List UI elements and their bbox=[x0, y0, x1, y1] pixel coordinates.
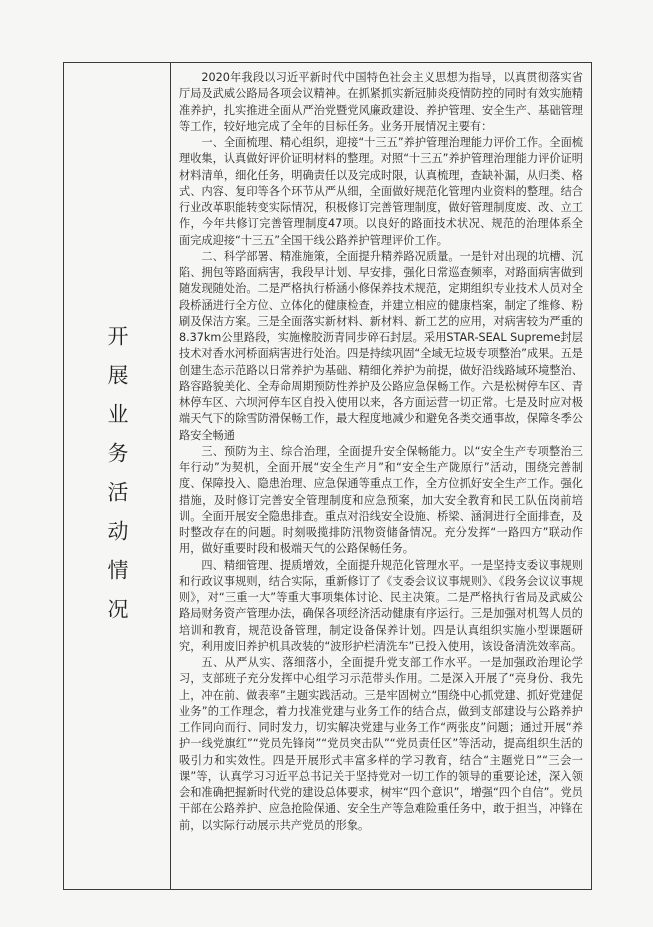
paragraph-item-4: 四、精细管理、提质增效，全面提升规范化管理水平。一是坚持支委议事规则和行政议事规则，结合实际，重新修订了《支委会议议事规则》、《段务会议议事规则》，对“三重一大”等重大事项集体讨论、民主决策。二是严格执行省局及武威公路局财务资产管理办法，确保各项经济活动健康有序运行。三是加强对机驾人员的培训和教育，规范设备管理，制定设备保养计划。四是认真组织实施小型课题研究，利用废旧养护机具改装的“波形护栏清洗车”已投入使用，该设备清洗效率高。 bbox=[179, 558, 583, 653]
paragraph-item-3: 三、预防为主、综合治理，全面提升安全保畅能力。以“安全生产专项整治三年行动”为契机，全面开展“安全生产月”和“安全生产陇原行”活动，围绕完善制度、保障投入、隐患治理、应急保通等重点工作，全方位抓好安全生产工作。强化措施，及时修订完善安全管理制度和应急预案，加大安全教育和民工队伍岗前培训。全面开展安全隐患排查。重点对沿线安全设施、桥梁、涵洞进行全面排查，及时整改存在的问题。时刻吸揽排防汛物资储备情况。充分发挥“一路四方”联动作用，做好重要时段和极端天气的公路保畅任务。 bbox=[179, 444, 583, 556]
paragraph-item-1: 一、全面梳理、精心组织，迎接“十三五”养护管理治理能力评价工作。全面梳理收集，认真做好评价证明材料的整理。对照“十三五”养护管理治理能力评价证明材料清单，细化任务，明确责任以及完成时限，认真梳理，查缺补漏，从归类、格式、内容、复印等各个环节从严从细，全面做好规范化管理内业资料的整理。结合行业改革职能转变实际情况，积极修订完善管理制度，做好管理制度废、改、立工作，今年共修订完善管理制度47项。以良好的路面技术状况、规范的治理体系全面完成迎接“十三五”全国干线公路养护管理评价工作。 bbox=[179, 136, 583, 247]
content-cell bbox=[171, 63, 591, 889]
label-cell bbox=[64, 63, 171, 889]
paragraph-item-5: 五、从严从实、落细落小，全面提升党支部工作水平。一是加强政治理论学习，支部班子充分发挥中心组学习示范带头作用。二是深入开展了“亮身份、我先上，冲在前、做表率”主题实践活动。三是牢固树立“围绕中心抓党建、抓好党建促业务”的工作理念，着力找准党建与业务工作的结合点，做到支部建设与公路养护工作同向而行、同时发力，切实解决党建与业务工作“两张皮”问题；通过开展“养护一线党旗红”“党员先锋岗”“党员突击队”“党员责任区”等活动，提高组织生活的吸引力和实效性。四是开展形式丰富多样的学习教育，结合“主题党日”“三会一课”等，认真学习习近平总书记关于坚持党对一切工作的领导的重要论述，深入领会和准确把握新时代党的建设总体要求，树牢“四个意识”，增强“四个自信”。党员干部在公路养护、应急抢险保通、安全生产等急难险重任务中，敢于担当，冲锋在前，以实际行动展示共产党员的形象。 bbox=[179, 656, 583, 832]
activity-report-table bbox=[63, 62, 592, 890]
paragraph-intro: 2020年我段以习近平新时代中国特色社会主义思想为指导，以真贯彻落实省厅局及武威公路局各项会议精神。在抓紧抓实新冠肺炎疫情防控的同时有效实施精准养护，扎实推进全面从严治党暨党风廉政建设、养护管理、安全生产、基础管理等工作，较好地完成了全年的目标任务。业务开展情况主要有： bbox=[179, 71, 583, 133]
paragraph-item-2: 二、科学部署、精准施策，全面提升精养路况质量。一是针对出现的坑槽、沉陷、拥包等路面病害，我段早计划、早安排，强化日常巡查频率，对路面病害做到随发现随处治。二是严格执行桥涵小修保养技术规范，定期组织专业技术人员对全段桥涵进行全方位、立体化的健康检查，并建立相应的健康档案，制定了维修、粉刷及保洁方案。三是全面落实新材料、新材料、新工艺的应用，对病害较为严重的8.37km公里路段，实施橡胶沥青同步碎石封层。采用STAR-SEAL Supreme封层技术对香水河桥面病害进行处治。四是持续巩固“全域无垃圾专项整治”成果。五是创建生态示范路以日常养护为基础、精细化养护为前提，做好沿线路域环境整治、路容路貌美化、全寿命周期预防性养护及公路应急保畅工作。六是松树停车区、青林停车区、六坝河停车区自投入使用以来，各方面运营一切正常。七是及时应对极端天气下的除雪防滑保畅工作，最大程度地减少和避免各类交通事故，保障冬季公路安全畅通 bbox=[179, 249, 583, 442]
section-label: 开展业务活动情况 bbox=[105, 325, 129, 637]
